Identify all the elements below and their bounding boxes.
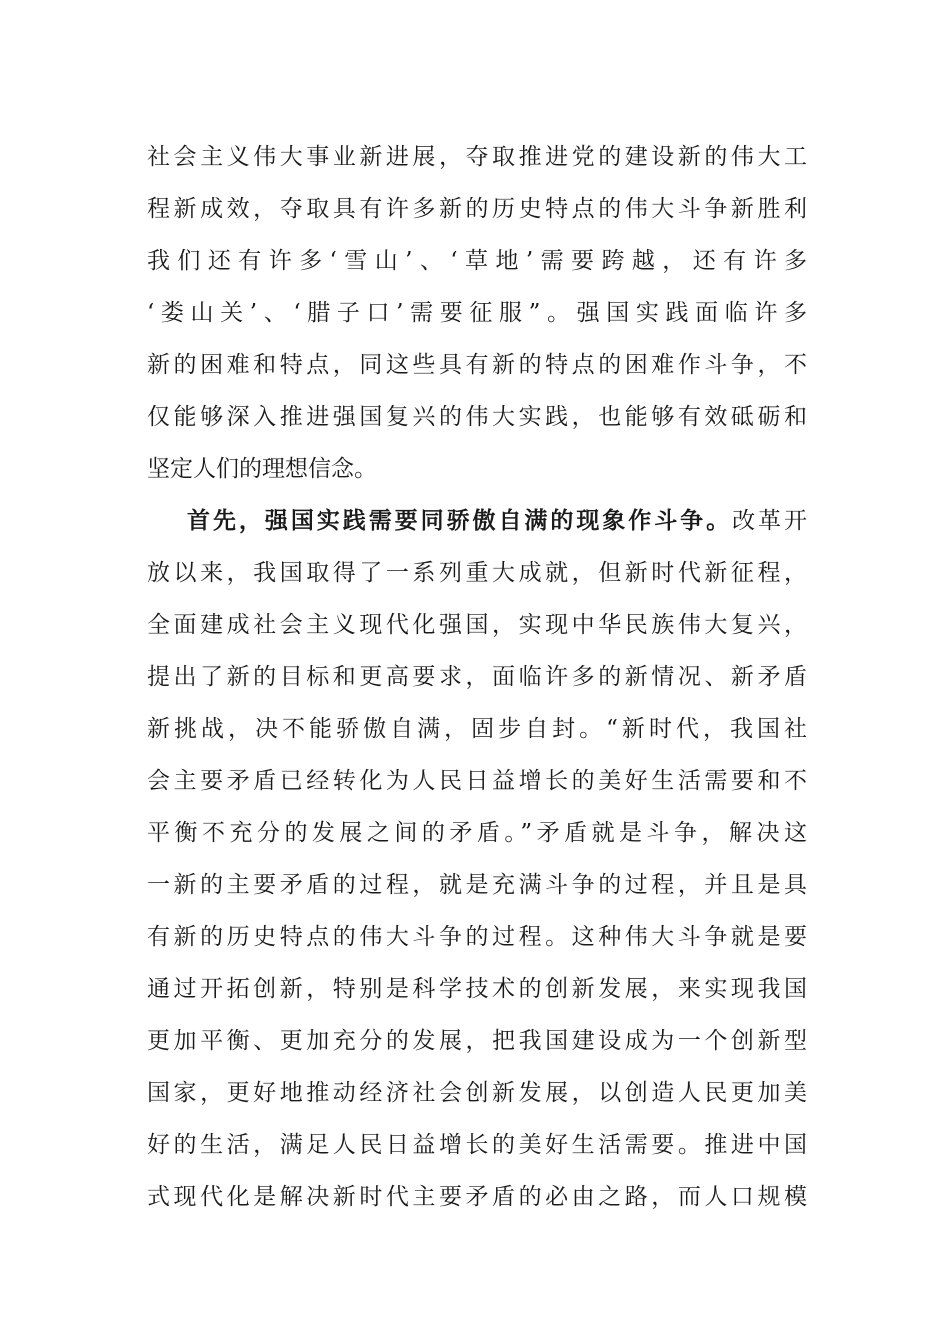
paragraph-1 [147, 131, 807, 495]
text-line: 社会主义伟大事业新进展，夺取推进党的建设新的伟大工 [147, 144, 807, 170]
paragraph-2 [147, 495, 807, 1223]
paragraph-2-first-line [147, 495, 807, 547]
text-line: 提出了新的目标和更高要求，面临许多的新情况、新矛盾 [147, 664, 807, 690]
paragraph-heading: 首先，强国实践需要同骄傲自满的现象作斗争。 [187, 507, 733, 534]
text-line: 好的生活，满足人民日益增长的美好生活需要。推进中国 [147, 1132, 807, 1158]
text-line: 坚定人们的理想信念。 [147, 456, 377, 482]
text-line: 放以来，我国取得了一系列重大成就，但新时代新征程， [147, 560, 807, 586]
text-line: 平衡不充分的发展之间的矛盾。”矛盾就是斗争，解决这 [147, 820, 807, 846]
text-line: 新的困难和特点，同这些具有新的特点的困难作斗争，不 [147, 352, 807, 378]
text-line: 更加平衡、更加充分的发展，把我国建设成为一个创新型 [147, 1028, 807, 1054]
text-line: 新挑战，决不能骄傲自满，固步自封。“新时代，我国社 [147, 716, 807, 742]
text-line: 有新的历史特点的伟大斗争的过程。这种伟大斗争就是要 [147, 924, 807, 950]
text-line: 程新成效，夺取具有许多新的历史特点的伟大斗争新胜利 [147, 196, 807, 222]
text-line: 一新的主要矛盾的过程，就是充满斗争的过程，并且是具 [147, 872, 807, 898]
text-line: 会主要矛盾已经转化为人民日益增长的美好生活需要和不 [147, 768, 807, 794]
text-line: 仅能够深入推进强国复兴的伟大实践，也能够有效砥砺和 [147, 404, 807, 430]
text-line: 全面建成社会主义现代化强国，实现中华民族伟大复兴， [147, 612, 807, 638]
text-line: 式现代化是解决新时代主要矛盾的必由之路，而人口规模 [147, 1184, 807, 1210]
text-line: 国家，更好地推动经济社会创新发展，以创造人民更加美 [147, 1080, 807, 1106]
paragraph-2-first-line-rest: 改革开 [732, 508, 808, 534]
text-line: 通过开拓创新，特别是科学技术的创新发展，来实现我国 [147, 976, 807, 1002]
text-line: 我们还有许多‘雪山’、‘草地’需要跨越，还有许多 [147, 248, 807, 274]
text-line: ‘娄山关’、‘腊子口’需要征服”。强国实践面临许多 [147, 300, 807, 326]
